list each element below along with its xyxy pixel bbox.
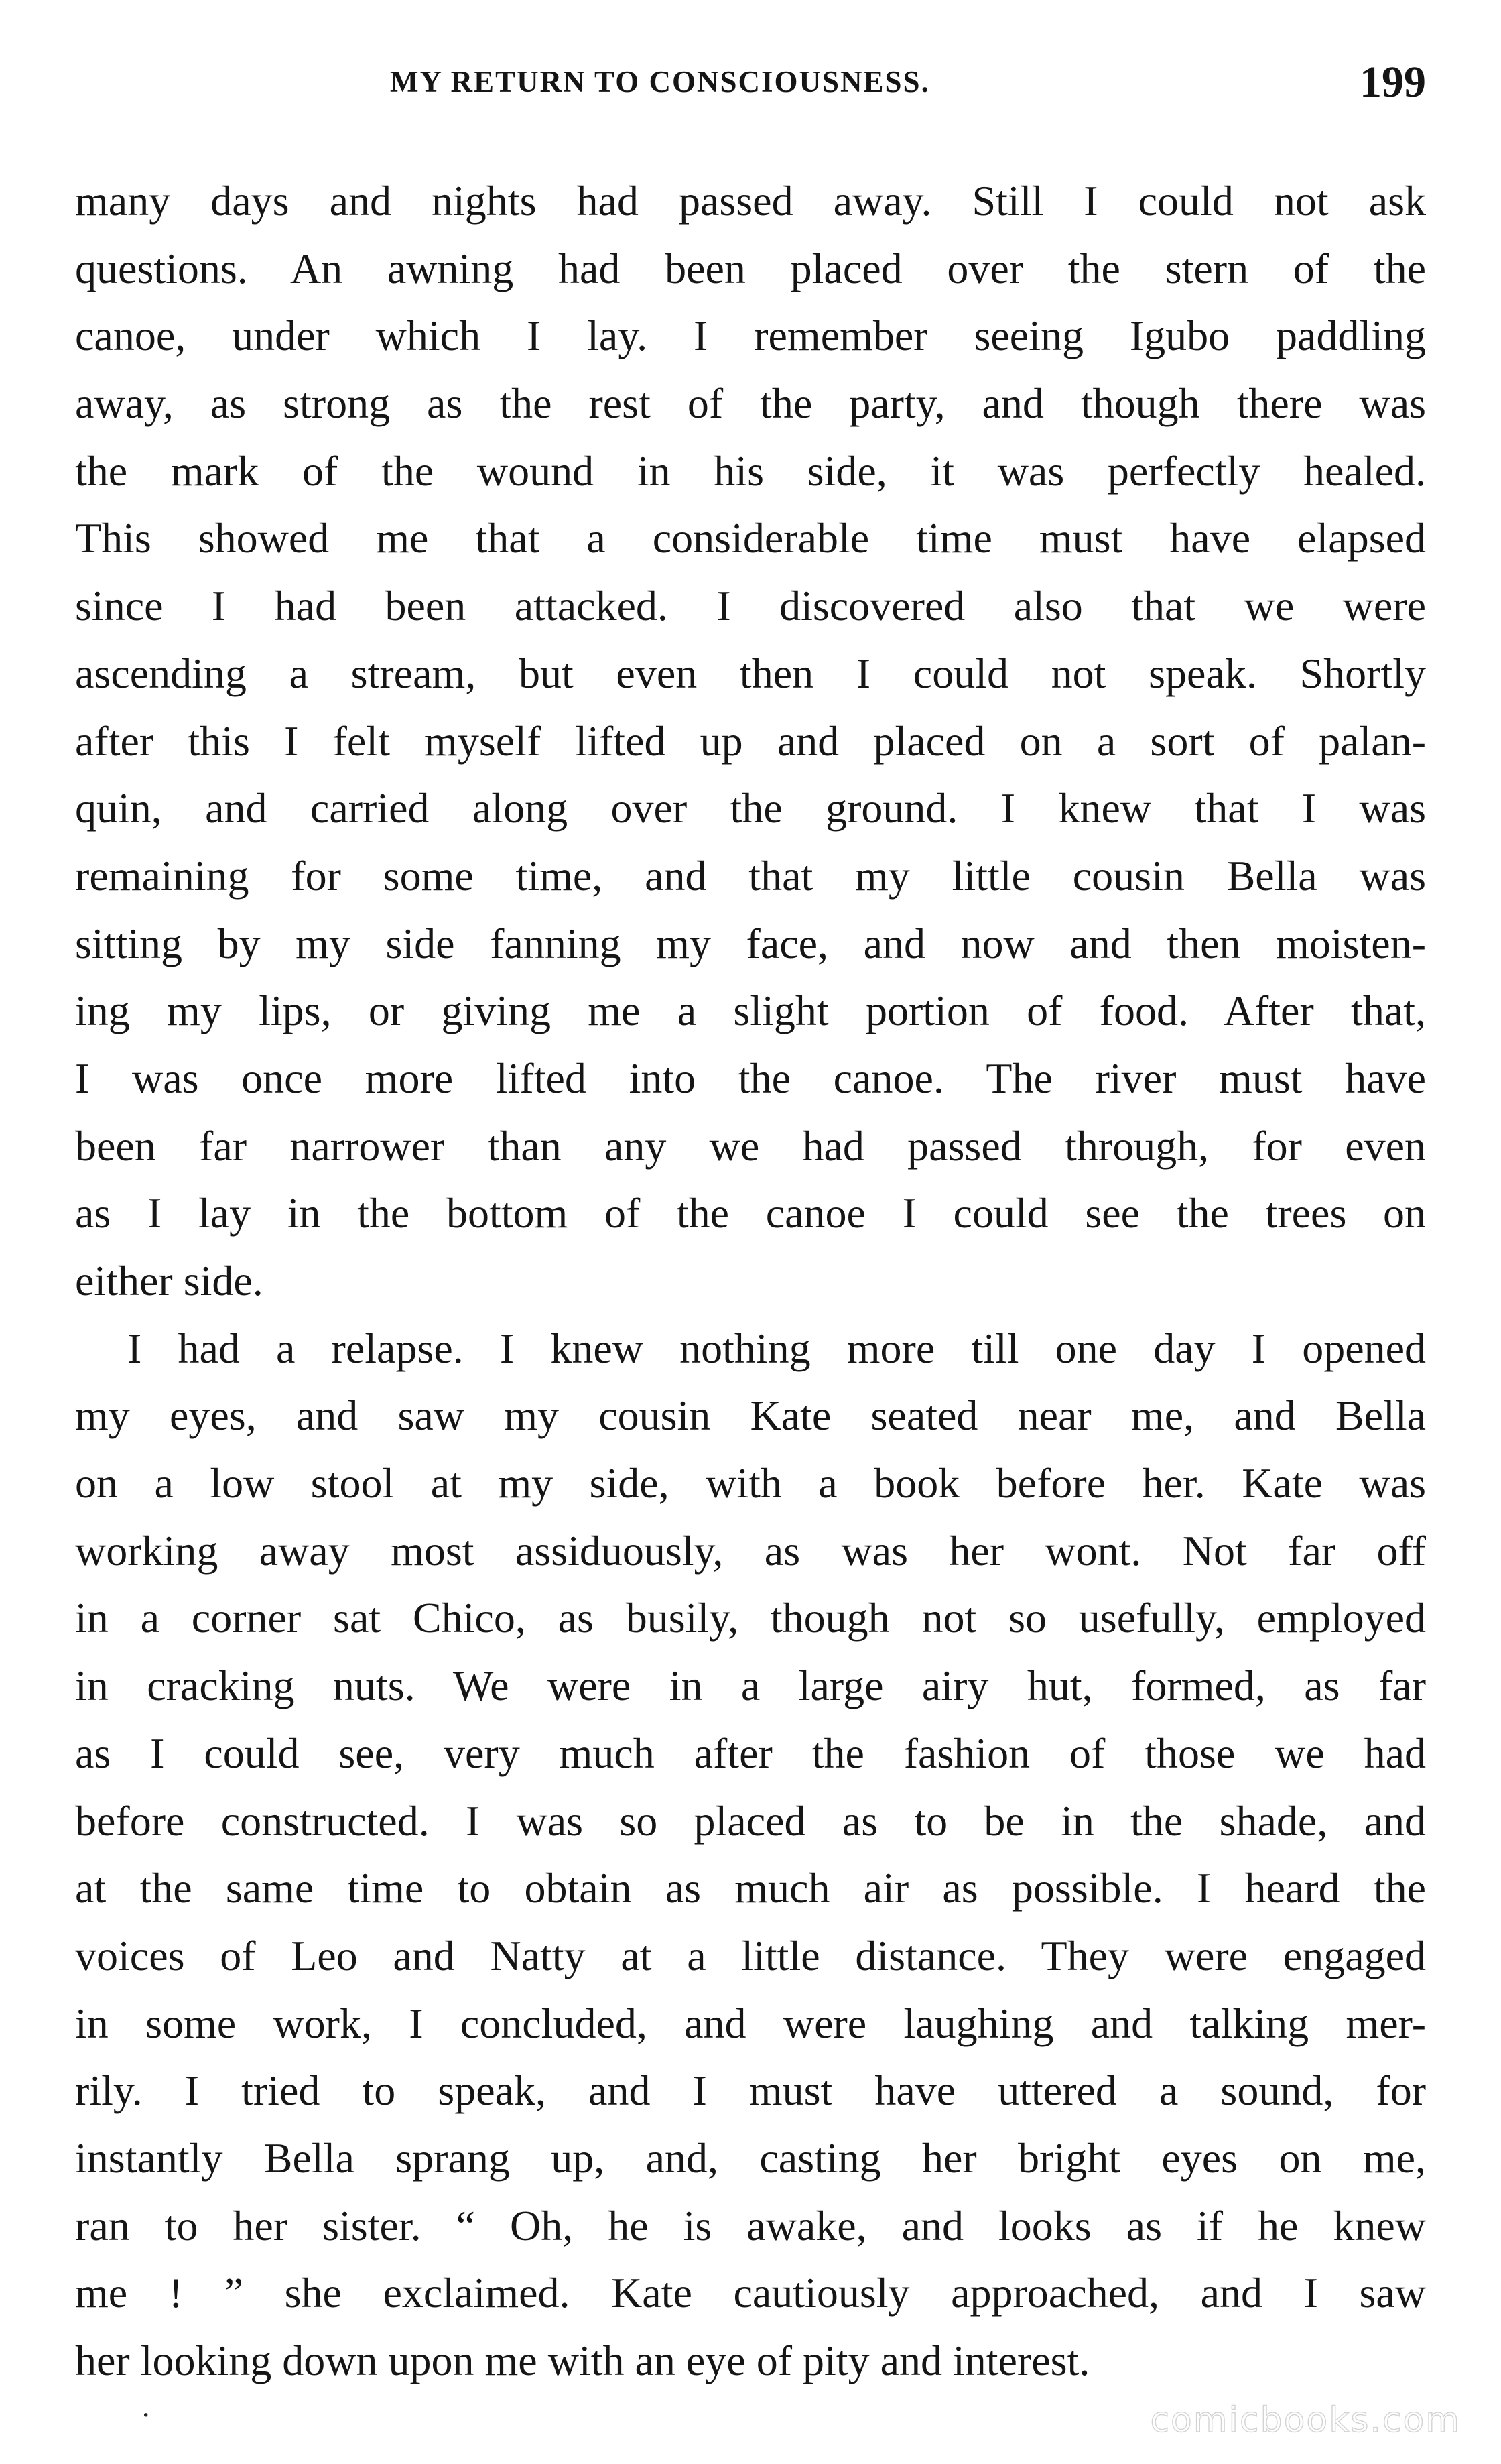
text-line: questions. An awning had been placed over the stern of the [75, 244, 1426, 292]
text-line: ran to her sister. “ Oh, he is awake, and looks as if he knew [75, 2201, 1426, 2250]
text-line: in some work, I concluded, and were laughing and talking mer- [75, 1999, 1426, 2047]
text-line: instantly Bella sprang up, and, casting her bright eyes on me, [75, 2134, 1426, 2182]
text-line: at the same time to obtain as much air as possible. I heard the [75, 1864, 1426, 1912]
text-line: my eyes, and saw my cousin Kate seated near me, and Bella [75, 1392, 1426, 1440]
text-line: away, as strong as the rest of the party, and though there was [75, 379, 1426, 428]
text-line: This showed me that a considerable time must have elapsed [75, 514, 1426, 562]
running-head-title: MY RETURN TO CONSCIOUSNESS. [390, 65, 930, 99]
running-head [75, 59, 1426, 115]
text-line: me ! ” she exclaimed. Kate cautiously approached, and I saw [75, 2269, 1426, 2317]
text-line: many days and nights had passed away. Still I could not ask [75, 177, 1426, 225]
text-line: ing my lips, or giving me a slight portion of food. After that, [75, 987, 1426, 1035]
text-line: either side. [75, 1257, 263, 1304]
body-text [75, 168, 1426, 2395]
text-line: canoe, under which I lay. I remember seeing Igubo paddling [75, 312, 1426, 360]
text-line: before constructed. I was so placed as to be in the shade, and [75, 1796, 1426, 1845]
text-line: quin, and carried along over the ground. I knew that I was [75, 784, 1426, 833]
text-line: I had a relapse. I knew nothing more till one day I opened [127, 1324, 1426, 1372]
text-line: her looking down upon me with an eye of pity and interest. [75, 2337, 1090, 2384]
text-line: the mark of the wound in his side, it was perfectly healed. [75, 446, 1426, 495]
text-line: sitting by my side fanning my face, and now and then moisten- [75, 919, 1426, 967]
text-line: as I lay in the bottom of the canoe I could see the trees on [75, 1189, 1426, 1237]
text-line: in a corner sat Chico, as busily, though not so usefully, employed [75, 1594, 1426, 1642]
ink-speck: · [141, 2398, 151, 2432]
text-line: ascending a stream, but even then I could not speak. Shortly [75, 649, 1426, 697]
text-line: since I had been attacked. I discovered also that we were [75, 582, 1426, 630]
text-line: in cracking nuts. We were in a large airy hut, formed, as far [75, 1662, 1426, 1710]
text-line: I was once more lifted into the canoe. The river must have [75, 1054, 1426, 1102]
text-line: voices of Leo and Natty at a little distance. They were engaged [75, 1931, 1426, 1979]
text-line: working away most assiduously, as was her wont. Not far off [75, 1526, 1426, 1575]
text-line: on a low stool at my side, with a book before her. Kate was [75, 1459, 1426, 1507]
text-line: after this I felt myself lifted up and placed on a sort of palan- [75, 717, 1426, 765]
page-number: 199 [1360, 58, 1426, 107]
watermark: comicbooks.com [1150, 2400, 1461, 2441]
text-line: remaining for some time, and that my little cousin Bella was [75, 851, 1426, 900]
text-line: rily. I tried to speak, and I must have uttered a sound, for [75, 2067, 1426, 2115]
text-line: been far narrower than any we had passed through, for even [75, 1121, 1426, 1170]
text-line: as I could see, very much after the fashion of those we had [75, 1729, 1426, 1777]
